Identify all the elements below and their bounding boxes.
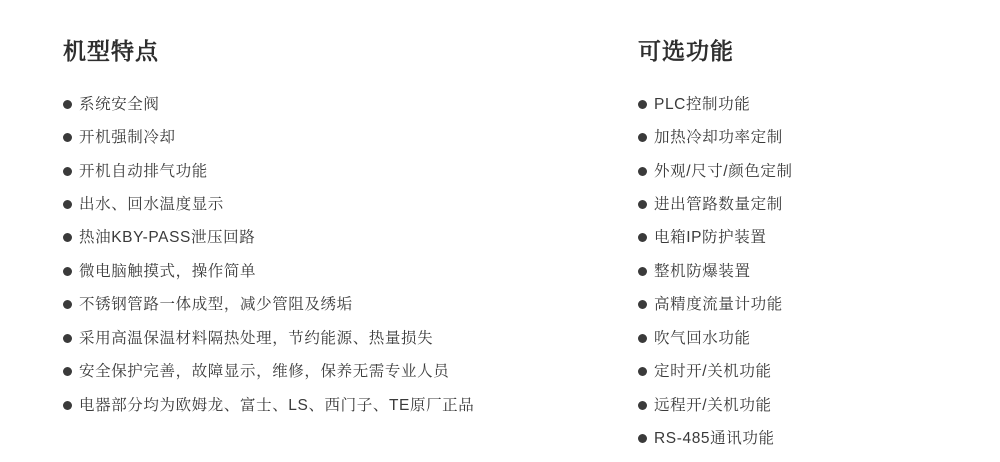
- bullet-icon: [63, 367, 72, 376]
- list-item: [638, 428, 968, 450]
- bullet-icon: [63, 133, 72, 142]
- list-item-label: 采用高温保温材料隔热处理，节约能源、热量损失: [79, 329, 434, 347]
- list-item: [63, 161, 623, 183]
- list-item: [638, 194, 968, 216]
- list-item-label: 开机强制冷却: [79, 129, 176, 147]
- list-item-label: 微电脑触摸式，操作简单: [79, 262, 257, 280]
- list-item-label: 系统安全阀: [79, 95, 160, 113]
- list-item: [638, 395, 968, 417]
- bullet-icon: [638, 367, 647, 376]
- list-item: [638, 361, 968, 383]
- list-item-label: 不锈钢管路一体成型，减少管阻及绣垢: [79, 296, 353, 314]
- bullet-icon: [638, 267, 647, 276]
- list-item-label: RS-485通讯功能: [654, 430, 775, 448]
- features-column: [63, 38, 623, 428]
- bullet-icon: [63, 401, 72, 410]
- list-item: [63, 328, 623, 350]
- list-item-label: 电器部分均为欧姆龙、富士、LS、西门子、TE原厂正品: [79, 396, 475, 414]
- list-item-label: 电箱IP防护装置: [654, 229, 767, 247]
- bullet-icon: [638, 167, 647, 176]
- list-item-label: 吹气回水功能: [654, 329, 751, 347]
- list-item-label: 外观/尺寸/颜色定制: [654, 162, 793, 180]
- features-list: [63, 94, 623, 418]
- bullet-icon: [638, 401, 647, 410]
- list-item: [638, 227, 968, 249]
- bullet-icon: [63, 300, 72, 309]
- list-item: [638, 94, 968, 116]
- list-item: [638, 127, 968, 149]
- bullet-icon: [63, 200, 72, 209]
- list-item: [63, 395, 623, 417]
- bullet-icon: [63, 334, 72, 343]
- bullet-icon: [638, 100, 647, 109]
- list-item-label: 进出管路数量定制: [654, 196, 783, 213]
- bullet-icon: [638, 300, 647, 309]
- list-item: [63, 227, 623, 249]
- list-item: [63, 261, 623, 283]
- features-column-title: 机型特点: [63, 38, 159, 64]
- list-item-label: 热油KBY-PASS泄压回路: [79, 229, 256, 247]
- bullet-icon: [638, 200, 647, 209]
- list-item: [63, 194, 623, 216]
- list-item: [63, 361, 623, 383]
- list-item: [638, 328, 968, 350]
- bullet-icon: [638, 133, 647, 142]
- list-item-label: 高精度流量计功能: [654, 296, 783, 314]
- list-item-label: 定时开/关机功能: [654, 363, 772, 381]
- list-item: [63, 127, 623, 149]
- list-item: [638, 294, 968, 316]
- list-item: [63, 294, 623, 316]
- list-item-label: 开机自动排气功能: [79, 162, 208, 180]
- options-column-title: 可选功能: [638, 38, 734, 64]
- list-item-label: 安全保护完善，故障显示，维修，保养无需专业人员: [79, 363, 450, 381]
- options-list: [638, 94, 968, 451]
- bullet-icon: [638, 434, 647, 443]
- bullet-icon: [63, 233, 72, 242]
- list-item-label: 远程开/关机功能: [654, 396, 772, 414]
- list-item: [638, 261, 968, 283]
- list-item-label: 整机防爆装置: [654, 262, 751, 280]
- bullet-icon: [63, 100, 72, 109]
- list-item-label: PLC控制功能: [654, 95, 751, 113]
- bullet-icon: [638, 233, 647, 242]
- list-item: [63, 94, 623, 116]
- bullet-icon: [63, 267, 72, 276]
- bullet-icon: [638, 334, 647, 343]
- bullet-icon: [63, 167, 72, 176]
- list-item-label: 出水、回水温度显示: [79, 196, 224, 213]
- list-item-label: 加热冷却功率定制: [654, 129, 783, 147]
- list-item: [638, 161, 968, 183]
- options-column: [638, 38, 968, 462]
